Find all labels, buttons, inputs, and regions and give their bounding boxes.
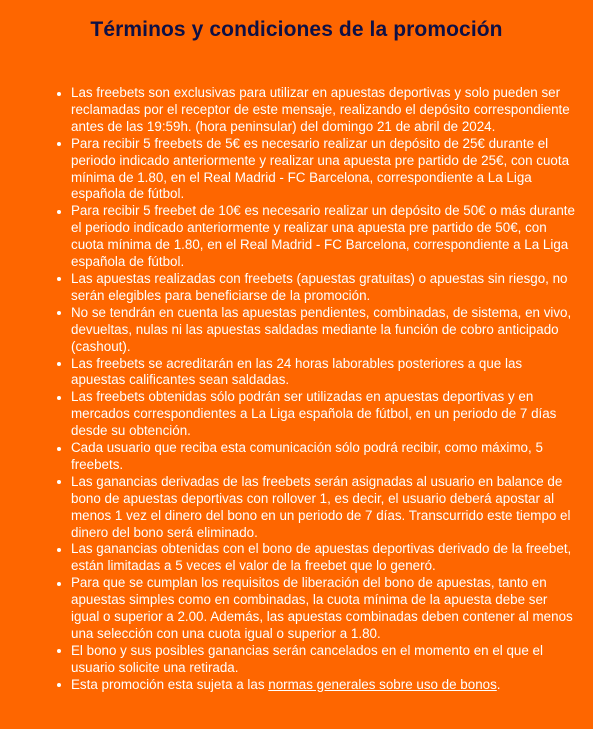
term-item: El bono y sus posibles ganancias serán cancelados en el momento en el que el usuario solicite una retirada. <box>71 643 576 677</box>
term-item: Las ganancias derivadas de las freebets serán asignadas al usuario en balance de bono de apuestas deportivas con rollover 1, es decir, el usuario deberá apostar al menos 1 vez el dinero del bono en un periodo de 7 días. Transcurrido este tiempo el dinero del bono será eliminado. <box>71 474 576 542</box>
term-item: Las ganancias obtenidas con el bono de apuestas deportivas derivado de la freebet, están limitadas a 5 veces el valor de la freebet que lo generó. <box>71 541 576 575</box>
term-item: Para recibir 5 freebets de 5€ es necesario realizar un depósito de 25€ durante el periodo indicado anteriormente y realizar una apuesta pre partido de 25€, con cuota mínima de 1.80, en el Real Madrid - FC Barcelona, correspondiente a La Liga española de fútbol. <box>71 136 576 204</box>
terms-list <box>54 85 576 694</box>
term-item: Cada usuario que reciba esta comunicación sólo podrá recibir, como máximo, 5 freebets. <box>71 440 576 474</box>
term-item: Para recibir 5 freebet de 10€ es necesario realizar un depósito de 50€ o más durante el periodo indicado anteriormente y realizar una apuesta pre partido de 50€, con cuota mínima de 1.80, en el Real Madrid - FC Barcelona, correspondiente a La Liga española de fútbol. <box>71 203 575 270</box>
last-term-suffix: . <box>496 676 501 692</box>
last-term-prefix: Esta promoción esta sujeta a las <box>71 676 269 692</box>
term-item: Para que se cumplan los requisitos de liberación del bono de apuestas, tanto en apuestas simples como en combinadas, la cuota mínima de la apuesta debe ser igual o superior a 2.00. Además, las apuestas combinadas deben contener al menos una selección con una cuota igual o superior a 1.80. <box>71 575 576 643</box>
term-item: Las freebets son exclusivas para utilizar en apuestas deportivas y solo pueden ser reclamadas por el receptor de este mensaje, realizando el depósito correspondiente antes de las 19:59h. (hora peninsular) del domingo 21 de abril de 2024. <box>71 85 576 136</box>
term-item: Las apuestas realizadas con freebets (apuestas gratuitas) o apuestas sin riesgo, no serán elegibles para beneficiarse de la promoción. <box>71 271 576 305</box>
term-item: No se tendrán en cuenta las apuestas pendientes, combinadas, de sistema, en vivo, devueltas, nulas ni las apuestas saldadas mediante la función de cobro anticipado (cashout). <box>71 305 576 356</box>
bonus-rules-link[interactable]: normas generales sobre uso de bonos <box>268 676 497 692</box>
term-item: Las freebets obtenidas sólo podrán ser utilizadas en apuestas deportivas y en mercados correspondientes a La Liga española de fútbol, en un periodo de 7 días desde su obtención. <box>71 389 576 440</box>
term-item: Las freebets se acreditarán en las 24 horas laborables posteriores a que las apuestas calificantes sean saldadas. <box>71 356 576 390</box>
term-item-last <box>71 677 576 694</box>
page-title: Términos y condiciones de la promoción <box>90 18 503 41</box>
